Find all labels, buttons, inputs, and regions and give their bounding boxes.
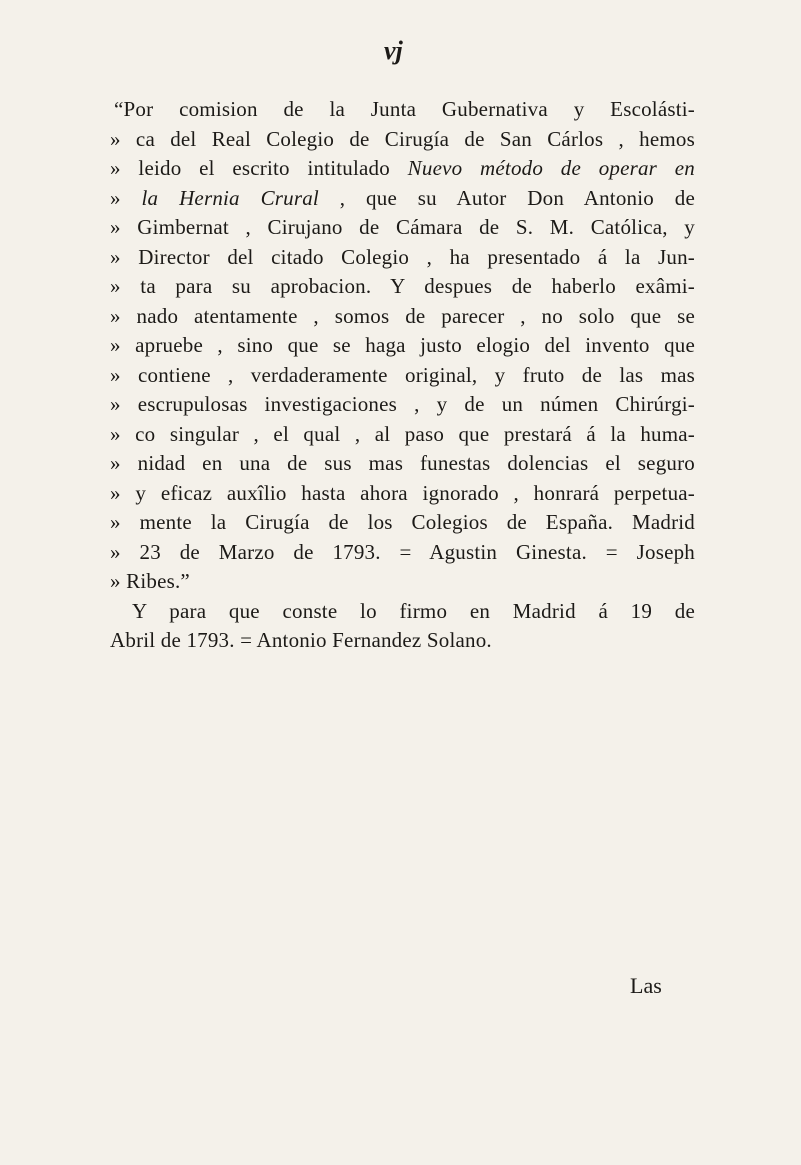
approval-line-17: » Ribes.” xyxy=(110,569,190,593)
approval-line-10: » contiene , verdaderamente original, y fruto de las mas xyxy=(110,362,695,387)
approval-line-16: » 23 de Marzo de 1793. = Agustin Ginesta. = Joseph xyxy=(110,539,695,564)
body-text xyxy=(110,95,695,656)
approval-line-8: » nado atentamente , somos de parecer , no solo que se xyxy=(110,303,695,328)
catchword: Las xyxy=(630,973,662,998)
approval-line-14: » y eficaz auxîlio hasta ahora ignorado , honrará perpetua- xyxy=(110,480,695,505)
approval-line-5: » Gimbernat , Cirujano de Cámara de S. M. Católica, y xyxy=(110,215,695,239)
page-number: vj xyxy=(384,36,403,65)
book-title-part-2: la Hernia Crural xyxy=(141,185,319,210)
approval-line-1: “Por comision de la Junta Gubernativa y Escolásti- xyxy=(114,97,695,121)
approval-line-4: » la Hernia Crural , que su Autor Don Antonio de xyxy=(110,185,695,210)
book-title-part-1: Nuevo método de operar en xyxy=(407,156,695,180)
approval-line-2: » ca del Real Colegio de Cirugía de San Cárlos , hemos xyxy=(110,126,695,151)
attestation-line-2: Abril de 1793. = Antonio Fernandez Solano. xyxy=(110,628,492,652)
approval-line-7: » ta para su aprobacion. Y despues de haberlo exâmi- xyxy=(110,274,695,298)
attestation-line-1: Y para que conste lo firmo en Madrid á 19 de xyxy=(132,598,695,623)
approval-line-9: » apruebe , sino que se haga justo elogio del invento que xyxy=(110,333,695,357)
approval-line-15: » mente la Cirugía de los Colegios de España. Madrid xyxy=(110,510,695,534)
approval-line-13: » nidad en una de sus mas funestas dolencias el seguro xyxy=(110,451,695,475)
approval-line-3: » leido el escrito intitulado Nuevo método de operar en xyxy=(110,156,695,180)
approval-line-6: » Director del citado Colegio , ha presentado á la Jun- xyxy=(110,244,695,269)
approval-line-11: » escrupulosas investigaciones , y de un númen Chirúrgi- xyxy=(110,392,695,416)
approval-line-12: » co singular , el qual , al paso que prestará á la huma- xyxy=(110,421,695,446)
